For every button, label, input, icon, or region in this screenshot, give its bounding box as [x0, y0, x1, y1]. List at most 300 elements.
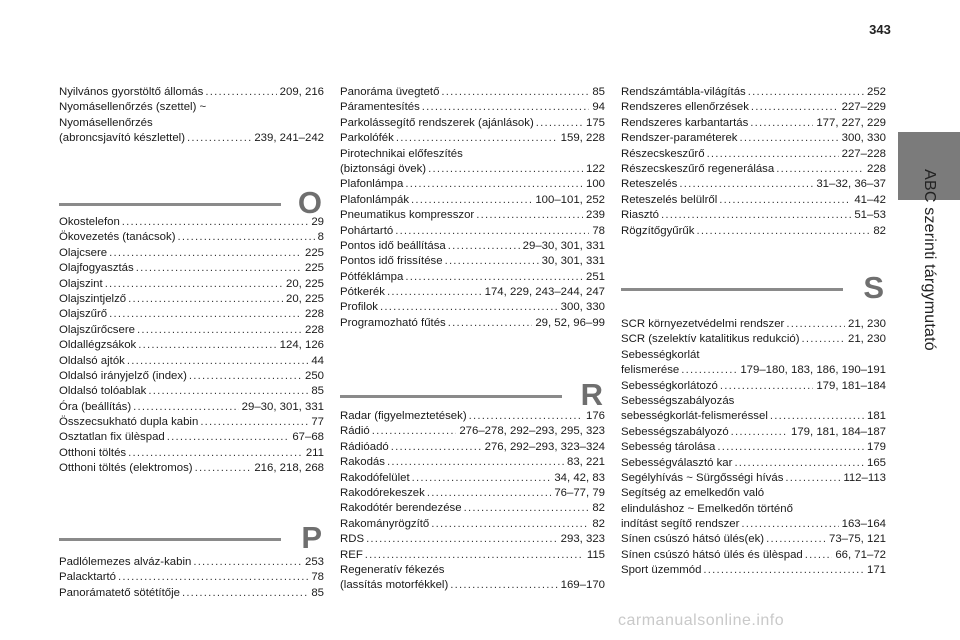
index-entry [340, 486, 605, 501]
index-entry-term: Rakodófelület [340, 471, 410, 484]
leader-dots [802, 332, 845, 347]
index-entry [621, 563, 886, 578]
index-entry-pages[interactable]: 112–113 [843, 471, 886, 484]
index-entry-term: Rögzítőgyűrűk [621, 224, 695, 237]
index-entry-term: indítást segítő rendszer [621, 518, 740, 531]
leader-dots [464, 501, 590, 516]
leader-dots [189, 369, 302, 384]
index-entry [621, 379, 886, 394]
index-entry-term: Sport üzemmód [621, 564, 702, 577]
index-entry [59, 246, 324, 261]
index-entry [59, 446, 324, 461]
section-letter: S [863, 270, 884, 305]
index-entry [59, 555, 324, 570]
index-entry-term: Olajcsere [59, 246, 108, 259]
leader-dots [731, 425, 788, 440]
leader-dots [450, 578, 557, 593]
index-entry [59, 277, 324, 292]
index-entry-pages[interactable]: 276–278, 292–293, 295, 323 [459, 425, 605, 438]
index-entry [621, 456, 886, 471]
index-entry-term: Parkolófék [340, 132, 394, 145]
index-entry-pages[interactable]: 300, 330 [560, 301, 605, 314]
leader-dots [776, 162, 864, 177]
index-entry [340, 517, 605, 532]
index-entry-term: Olajszintjelző [59, 292, 127, 305]
index-entry-term: SCR környezetvédelmi rendszer [621, 318, 785, 330]
index-entry [340, 208, 605, 223]
index-entry-term: felismerése [621, 364, 680, 377]
index-entry [621, 131, 886, 146]
leader-dots [195, 461, 252, 476]
index-entry-pages[interactable]: 239, 241–242 [254, 132, 324, 145]
index-entry-pages[interactable]: 228 [304, 308, 324, 321]
index-entry [340, 270, 605, 285]
index-entry-term: Rendszeres ellenőrzések [621, 101, 749, 114]
index-entry-term: Osztatlan fix ülèspad [59, 431, 165, 444]
index-entry-term: Összecsukható dupla kabin [59, 416, 199, 429]
index-entry-pages[interactable]: 250 [304, 369, 324, 382]
leader-dots [395, 224, 589, 239]
index-entry [59, 131, 324, 146]
index-entry-term: Pontos idő beállítása [340, 239, 446, 252]
index-entry [621, 409, 886, 424]
index-block [621, 85, 886, 239]
index-entry-term: Radar (figyelmeztetések) [340, 410, 467, 422]
index-entry [59, 400, 324, 415]
index-entry-pages[interactable]: 216, 218, 268 [254, 462, 324, 475]
index-entry-pages[interactable]: 73–75, 121 [828, 533, 886, 546]
index-entry-term: Rakodótér berendezése [340, 502, 462, 515]
index-entry-term: Sínen csúszó hátsó ülés és ülèspad [621, 548, 803, 561]
index-block [59, 85, 324, 147]
index-entry-term: Panoráma üvegtető [340, 86, 440, 98]
index-entry-term: Rádióadó [340, 440, 389, 453]
leader-dots [445, 254, 539, 269]
index-entry-pages[interactable]: 21, 230 [847, 333, 886, 346]
leader-dots [707, 147, 839, 162]
index-entry-term: Sebesség tárolása [621, 441, 716, 454]
index-entry-term: Rendszer-paraméterek [621, 132, 738, 145]
index-entry-pages[interactable]: 66, 71–72 [835, 548, 886, 561]
index-entry-pages[interactable]: 85 [311, 385, 324, 398]
index-entry [621, 425, 886, 440]
index-entry [621, 208, 886, 223]
index-entry [340, 147, 605, 162]
leader-dots [751, 100, 839, 115]
index-entry [59, 338, 324, 353]
index-entry-pages[interactable]: 228 [866, 162, 886, 175]
index-entry-term: Rendszámtábla-világítás [621, 86, 746, 98]
index-entry-pages[interactable]: 293, 323 [560, 533, 605, 546]
leader-dots [719, 193, 851, 208]
leader-dots [766, 532, 826, 547]
index-entry-term: Otthoni töltés [59, 446, 127, 459]
leader-dots [138, 338, 276, 353]
index-entry [59, 261, 324, 276]
index-entry-pages[interactable]: 82 [592, 502, 605, 515]
index-entry [59, 570, 324, 585]
index-entry-pages[interactable]: 171 [866, 564, 886, 577]
leader-dots [391, 440, 482, 455]
leader-dots [205, 85, 276, 100]
leader-dots [128, 446, 303, 461]
index-entry-term: Sebességszabályozó [621, 425, 729, 438]
chapter-side-title-text: ABC szerinti tárgymutató [921, 169, 938, 351]
index-entry-pages[interactable]: 31–32, 36–37 [816, 178, 886, 191]
index-entry-pages[interactable]: 82 [592, 517, 605, 530]
page-number: 343 [869, 22, 891, 37]
leader-dots [109, 307, 302, 322]
section-divider [59, 203, 281, 206]
index-block [340, 85, 605, 331]
index-entry-term: Programozható fűtés [340, 316, 446, 329]
index-entry [621, 471, 886, 486]
leader-dots [128, 292, 283, 307]
index-entry-term: Sebességkorlátozó [621, 379, 718, 392]
index-entry [340, 254, 605, 269]
index-entry [59, 307, 324, 322]
index-entry-term: Reteszelés [621, 178, 678, 191]
index-entry [621, 363, 886, 378]
index-entry-term: elinduláshoz ~ Emelkedőn történő [621, 502, 793, 515]
index-entry [340, 285, 605, 300]
index-entry [340, 116, 605, 131]
index-entry-term: Nyomásellenőrzés [59, 116, 153, 129]
leader-dots [717, 440, 864, 455]
index-block [59, 215, 324, 477]
index-entry [621, 100, 886, 115]
index-entry-pages[interactable]: 228 [304, 323, 324, 336]
index-entry-term: Olajfogyasztás [59, 262, 134, 275]
index-entry [340, 239, 605, 254]
index-entry-term: Ökovezetés (tanácsok) [59, 231, 176, 244]
index-entry-term: Páramentesítés [340, 101, 420, 114]
leader-dots [133, 400, 238, 415]
index-entry-pages[interactable]: 276, 292–293, 323–324 [484, 440, 605, 453]
index-entry [59, 323, 324, 338]
leader-dots [734, 456, 864, 471]
index-entry-pages[interactable]: 179, 181–184 [816, 379, 886, 392]
leader-dots [448, 316, 533, 331]
index-entry-term: Részecskeszűrő regenerálása [621, 162, 775, 175]
index-entry-pages[interactable]: 179–180, 183, 186, 190–191 [740, 364, 886, 377]
index-entry-pages[interactable]: 20, 225 [285, 292, 324, 305]
index-entry-term: Óra (beállítás) [59, 400, 132, 413]
index-entry [621, 85, 886, 100]
leader-dots [750, 116, 813, 131]
leader-dots [187, 131, 251, 146]
index-entry-pages[interactable]: 29 [311, 216, 324, 228]
index-entry-pages[interactable]: 77 [311, 416, 324, 429]
index-entry-pages[interactable]: 85 [311, 586, 324, 599]
index-entry-term: Sínen csúszó hátsó ülés(ek) [621, 533, 765, 546]
index-entry [340, 440, 605, 455]
index-entry-pages[interactable]: 252 [866, 86, 886, 98]
index-entry-pages[interactable]: 253 [304, 556, 324, 568]
index-entry [340, 578, 605, 593]
index-entry [340, 532, 605, 547]
index-entry [621, 116, 886, 131]
index-entry [59, 100, 324, 115]
leader-dots [428, 162, 583, 177]
index-entry [340, 300, 605, 315]
leader-dots [366, 532, 558, 547]
index-entry-pages[interactable]: 85 [592, 86, 605, 98]
leader-dots [405, 270, 583, 285]
index-entry-term: Oldalsó ajtók [59, 354, 125, 367]
leader-dots [441, 85, 589, 100]
section-letter: O [297, 185, 322, 220]
index-entry-term: Pohártartó [340, 224, 394, 237]
leader-dots [136, 261, 302, 276]
index-entry-term: SCR (szelektív katalitikus redukció) [621, 333, 800, 346]
index-entry-pages[interactable]: 82 [873, 224, 886, 237]
index-entry-pages[interactable]: 67–68 [292, 431, 324, 444]
index-entry-pages[interactable]: 76–77, 79 [554, 486, 605, 499]
index-entry-term: Segélyhívás ~ Sürgősségi hívás [621, 471, 784, 484]
leader-dots [193, 555, 302, 570]
index-entry [340, 193, 605, 208]
index-entry [621, 532, 886, 547]
index-entry-pages[interactable]: 29–30, 301, 331 [522, 239, 605, 252]
index-entry-term: Oldallégzsákok [59, 339, 137, 352]
index-entry-term: Olajszint [59, 277, 103, 290]
leader-dots [396, 131, 558, 146]
index-entry-term: Padlólemezes alváz-kabin [59, 556, 192, 568]
index-entry [59, 116, 324, 131]
leader-dots [167, 430, 290, 445]
index-entry-term: Sebességkorlát [621, 348, 700, 361]
index-entry [621, 332, 886, 347]
index-entry [340, 563, 605, 578]
index-entry [59, 292, 324, 307]
index-entry-term: Reteszelés belülről [621, 193, 718, 206]
index-entry [59, 586, 324, 601]
index-entry [621, 394, 886, 409]
index-entry [59, 369, 324, 384]
leader-dots [118, 570, 308, 585]
index-block [621, 317, 886, 579]
index-entry [621, 486, 886, 501]
index-entry-pages[interactable]: 122 [585, 162, 605, 175]
leader-dots [469, 409, 583, 424]
leader-dots [448, 239, 520, 254]
watermark: carmanualsonline.info [618, 612, 785, 629]
index-entry-term: (biztonsági övek) [340, 162, 427, 175]
index-entry-term: Nyilvános gyorstöltő állomás [59, 86, 204, 98]
section-divider [340, 395, 562, 398]
index-entry [340, 548, 605, 563]
index-entry-term: Oldalsó irányjelző (index) [59, 369, 187, 382]
leader-dots [536, 116, 583, 131]
index-entry [340, 177, 605, 192]
index-entry-pages[interactable]: 251 [585, 270, 605, 283]
index-entry-pages[interactable]: 29–30, 301, 331 [241, 400, 324, 413]
leader-dots [748, 85, 864, 100]
index-entry [621, 147, 886, 162]
leader-dots [182, 586, 308, 601]
index-block [340, 409, 605, 594]
index-entry [340, 100, 605, 115]
index-entry-term: Palacktartó [59, 571, 116, 584]
index-entry-pages[interactable]: 8 [317, 231, 324, 244]
index-entry-pages[interactable]: 115 [586, 548, 605, 561]
index-entry-pages[interactable]: 175 [585, 116, 605, 129]
index-entry [59, 415, 324, 430]
index-entry-pages[interactable]: 100 [585, 178, 605, 191]
index-entry-term: Sebességválasztó kar [621, 456, 733, 469]
index-entry-term: Rakodás [340, 456, 385, 469]
section-header-p [59, 518, 324, 558]
index-entry-term: Plafonlámpa [340, 178, 404, 191]
index-entry-term: Olajszűrő [59, 308, 108, 321]
index-entry-term: Panorámatető sötétítője [59, 586, 180, 599]
index-entry [340, 85, 605, 100]
leader-dots [411, 193, 532, 208]
index-entry-pages[interactable]: 181 [866, 410, 886, 423]
index-entry-term: Pótféklámpa [340, 270, 404, 283]
index-entry-pages[interactable]: 159, 228 [560, 132, 605, 145]
index-entry [340, 501, 605, 516]
index-entry-term: Pontos idő frissítése [340, 255, 443, 268]
leader-dots [476, 208, 583, 223]
index-entry-pages[interactable]: 124, 126 [279, 339, 324, 352]
index-entry-term: Plafonlámpák [340, 193, 410, 206]
index-entry-term: Rakodórekeszek [340, 486, 425, 499]
index-entry [59, 215, 324, 230]
index-entry [340, 455, 605, 470]
index-entry-term: Rádió [340, 425, 370, 438]
leader-dots [681, 363, 737, 378]
index-entry [59, 354, 324, 369]
index-entry [621, 162, 886, 177]
index-entry-term: Segítség az emelkedőn való [621, 487, 765, 500]
leader-dots [387, 285, 482, 300]
index-entry [621, 440, 886, 455]
index-entry [340, 471, 605, 486]
index-entry-pages[interactable]: 179 [866, 441, 886, 454]
index-entry-pages[interactable]: 225 [304, 246, 324, 259]
leader-dots [105, 277, 283, 292]
index-entry-term: Részecskeszűrő [621, 147, 705, 160]
index-entry-pages[interactable]: 209, 216 [279, 86, 324, 98]
index-entry-pages[interactable]: 29, 52, 96–99 [535, 316, 605, 329]
index-entry-term: RDS [340, 533, 365, 546]
leader-dots [372, 424, 457, 439]
index-entry [621, 224, 886, 239]
leader-dots [786, 317, 845, 332]
index-entry-pages[interactable]: 21, 230 [847, 318, 886, 330]
index-entry-pages[interactable]: 94 [592, 101, 605, 114]
index-entry-pages[interactable]: 30, 301, 331 [541, 255, 605, 268]
leader-dots [427, 486, 551, 501]
leader-dots [365, 548, 584, 563]
index-entry [621, 502, 886, 517]
leader-dots [740, 131, 839, 146]
index-entry-pages[interactable]: 163–164 [841, 518, 886, 531]
index-entry [59, 461, 324, 476]
index-entry-pages[interactable]: 78 [311, 571, 324, 584]
index-block [59, 555, 324, 601]
index-entry [621, 193, 886, 208]
leader-dots [679, 177, 813, 192]
index-entry [59, 430, 324, 445]
leader-dots [785, 471, 840, 486]
index-entry-term: Sebességszabályozás [621, 394, 735, 407]
leader-dots [122, 215, 309, 230]
section-header-s [621, 268, 886, 308]
leader-dots [178, 230, 315, 245]
index-entry-term: Rakományrögzítő [340, 517, 430, 530]
leader-dots [109, 246, 302, 261]
leader-dots [387, 455, 564, 470]
section-divider [59, 538, 281, 541]
index-entry-pages[interactable]: 78 [592, 224, 605, 237]
leader-dots [412, 471, 552, 486]
index-entry-term: (lassítás motorfékkel) [340, 579, 449, 592]
leader-dots [805, 548, 833, 563]
index-entry-pages[interactable]: 174, 229, 243–244, 247 [484, 286, 605, 299]
index-entry-pages[interactable]: 176 [585, 410, 605, 422]
leader-dots [696, 224, 870, 239]
index-entry-pages[interactable]: 239 [585, 209, 605, 222]
index-entry [621, 548, 886, 563]
index-entry-term: Riasztó [621, 209, 659, 222]
index-entry [340, 409, 605, 424]
index-entry-pages[interactable]: 44 [311, 354, 324, 367]
index-entry [340, 316, 605, 331]
index-entry-pages[interactable]: 34, 42, 83 [554, 471, 605, 484]
leader-dots [703, 563, 864, 578]
index-entry-pages[interactable]: 169–170 [560, 579, 605, 592]
index-entry-pages[interactable]: 100–101, 252 [535, 193, 605, 206]
index-entry-pages[interactable]: 83, 221 [566, 456, 605, 469]
index-entry-pages[interactable]: 177, 227, 229 [816, 116, 886, 129]
leader-dots [741, 517, 838, 532]
leader-dots [661, 208, 851, 223]
index-entry [340, 162, 605, 177]
index-entry [621, 317, 886, 332]
index-entry-pages[interactable]: 179, 181, 184–187 [790, 425, 886, 438]
index-entry [340, 424, 605, 439]
index-entry [621, 517, 886, 532]
index-entry-pages[interactable]: 211 [305, 446, 324, 459]
index-entry-pages[interactable]: 227–228 [841, 147, 886, 160]
index-entry-pages[interactable]: 225 [304, 262, 324, 275]
index-entry-pages[interactable]: 41–42 [854, 193, 886, 206]
index-entry-pages[interactable]: 51–53 [854, 209, 886, 222]
index-entry-term: Pirotechnikai előfeszítés [340, 147, 463, 160]
leader-dots [720, 379, 813, 394]
leader-dots [431, 517, 589, 532]
index-entry-pages[interactable]: 300, 330 [841, 132, 886, 145]
index-entry-term: sebességkorlát-felismeréssel [621, 410, 768, 423]
index-entry-pages[interactable]: 227–229 [841, 101, 886, 114]
leader-dots [200, 415, 308, 430]
section-divider [621, 288, 843, 291]
index-entry [59, 230, 324, 245]
leader-dots [148, 384, 308, 399]
index-entry-term: Parkolássegítő rendszerek (ajánlások) [340, 116, 534, 129]
leader-dots [405, 177, 583, 192]
index-entry-term: Oldalsó tolóablak [59, 385, 147, 398]
index-entry [340, 224, 605, 239]
index-entry-pages[interactable]: 20, 225 [285, 277, 324, 290]
index-entry-term: Okostelefon [59, 216, 120, 228]
index-entry [59, 384, 324, 399]
leader-dots [380, 300, 558, 315]
index-entry-pages[interactable]: 165 [866, 456, 886, 469]
